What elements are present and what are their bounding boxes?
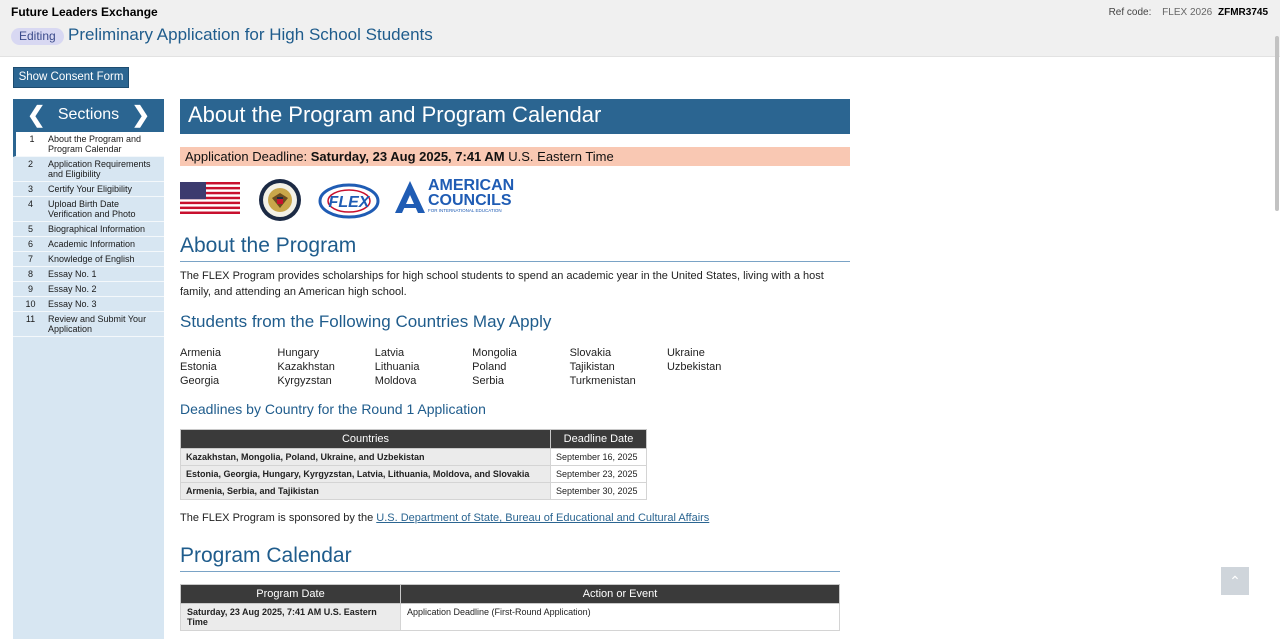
deadline-date-cell: September 30, 2025 bbox=[551, 483, 647, 500]
sidebar-section-item[interactable] bbox=[13, 297, 164, 312]
countries-heading: Students from the Following Countries May Apply bbox=[180, 312, 552, 331]
country-name: Kazakhstan bbox=[277, 361, 335, 373]
page-scrollbar[interactable] bbox=[1275, 36, 1279, 211]
country-name: Mongolia bbox=[472, 347, 517, 359]
countries-grid bbox=[180, 346, 850, 388]
country-name: Serbia bbox=[472, 375, 504, 387]
country-name: Estonia bbox=[180, 361, 217, 373]
country-column bbox=[570, 346, 667, 388]
sidebar-section-item[interactable] bbox=[13, 157, 164, 182]
country-name: Tajikistan bbox=[569, 361, 615, 373]
country-column bbox=[180, 346, 277, 388]
section-number: 11 bbox=[25, 314, 36, 324]
country-name: Georgia bbox=[180, 375, 220, 387]
section-list bbox=[13, 132, 164, 337]
page-title: About the Program and Program Calendar bbox=[180, 99, 850, 134]
sidebar-section-item[interactable] bbox=[13, 237, 164, 252]
calendar-heading: Program Calendar bbox=[180, 544, 840, 572]
section-number: 10 bbox=[25, 299, 36, 309]
country-name: Hungary bbox=[277, 347, 319, 359]
section-label: Certify Your Eligibility bbox=[48, 184, 133, 194]
deadline-bar bbox=[180, 147, 850, 166]
country-name: Slovakia bbox=[569, 347, 612, 359]
deadline-countries-cell: Armenia, Serbia, and Tajikistan bbox=[181, 483, 551, 500]
section-number: 8 bbox=[27, 269, 33, 279]
sidebar-section-item[interactable] bbox=[13, 312, 164, 337]
svg-text:FLEX: FLEX bbox=[328, 194, 370, 211]
calendar-event-cell: Application Deadline (First-Round Application) bbox=[401, 604, 840, 631]
column-header-deadline: Deadline Date bbox=[551, 430, 647, 449]
section-label: Essay No. 2 bbox=[48, 284, 97, 294]
sponsor-text bbox=[180, 512, 850, 524]
country-name: Latvia bbox=[374, 347, 405, 359]
section-number: 2 bbox=[27, 159, 33, 169]
calendar-table bbox=[180, 584, 840, 631]
deadline-date-cell: September 16, 2025 bbox=[551, 449, 647, 466]
country-name: Armenia bbox=[180, 347, 221, 359]
sidebar-section-item[interactable] bbox=[13, 267, 164, 282]
section-label: Biographical Information bbox=[48, 224, 146, 234]
section-label: Essay No. 1 bbox=[48, 269, 97, 279]
column-header-event: Action or Event bbox=[401, 585, 840, 604]
column-header-countries: Countries bbox=[181, 430, 551, 449]
partner-logos bbox=[180, 177, 850, 226]
sidebar-section-item[interactable] bbox=[13, 282, 164, 297]
sidebar-section-item[interactable] bbox=[13, 222, 164, 237]
deadline-timezone: U.S. Eastern Time bbox=[508, 149, 614, 164]
scroll-to-top-button[interactable] bbox=[1221, 567, 1249, 595]
section-number: 5 bbox=[27, 224, 33, 234]
sections-sidebar bbox=[13, 99, 164, 639]
sidebar-section-item[interactable] bbox=[13, 197, 164, 222]
country-column bbox=[375, 346, 472, 388]
country-name: Ukraine bbox=[666, 347, 705, 359]
chevron-up-icon: ⌃ bbox=[1229, 573, 1241, 589]
section-number: 3 bbox=[27, 184, 33, 194]
deadline-label: Application Deadline: bbox=[185, 149, 308, 164]
calendar-date-cell: Saturday, 23 Aug 2025, 7:41 AM U.S. Eastern Time bbox=[181, 604, 401, 631]
ref-code bbox=[1109, 7, 1268, 18]
country-name: Turkmenistan bbox=[569, 375, 636, 387]
section-number: 1 bbox=[29, 134, 35, 144]
ref-code-value: ZFMR3745 bbox=[1217, 7, 1268, 18]
ac-line-1: AMERICAN bbox=[428, 177, 515, 194]
section-label: Knowledge of English bbox=[48, 254, 135, 264]
section-number: 9 bbox=[27, 284, 33, 294]
ref-code-program: FLEX 2026 bbox=[1162, 7, 1213, 18]
section-label: Upload Birth Date Verification and Photo bbox=[48, 199, 136, 219]
show-consent-form-button[interactable]: Show Consent Form bbox=[13, 67, 129, 88]
main-content bbox=[180, 99, 850, 631]
column-header-program-date: Program Date bbox=[181, 585, 401, 604]
state-department-seal-icon bbox=[258, 178, 302, 222]
country-name: Moldova bbox=[374, 375, 417, 387]
status-badge: Editing bbox=[11, 28, 64, 45]
table-row bbox=[181, 466, 647, 483]
sponsor-link[interactable]: U.S. Department of State, Bureau of Educational and Cultural Affairs bbox=[376, 512, 710, 524]
deadline-value: Saturday, 23 Aug 2025, 7:41 AM bbox=[310, 149, 505, 164]
section-label: About the Program and Program Calendar bbox=[48, 134, 142, 154]
american-councils-wordmark bbox=[428, 178, 514, 214]
about-text: The FLEX Program provides scholarships for high school students to spend an academic year in the United States, living with a host family, and attending an American high school. bbox=[180, 270, 824, 298]
chevron-right-icon[interactable]: ❯ bbox=[131, 102, 150, 127]
table-row bbox=[181, 449, 647, 466]
deadline-countries-cell: Estonia, Georgia, Hungary, Kyrgyzstan, Latvia, Lithuania, Moldova, and Slovakia bbox=[181, 466, 551, 483]
country-name: Uzbekistan bbox=[666, 361, 722, 373]
section-label: Application Requirements and Eligibility bbox=[48, 159, 151, 179]
sidebar-section-item[interactable] bbox=[13, 252, 164, 267]
sidebar-header bbox=[13, 99, 164, 132]
deadline-countries-cell: Kazakhstan, Mongolia, Poland, Ukraine, and Uzbekistan bbox=[181, 449, 551, 466]
section-number: 4 bbox=[27, 199, 33, 209]
country-name: Poland bbox=[472, 361, 507, 373]
sidebar-section-item[interactable] bbox=[13, 182, 164, 197]
sidebar-title: Sections bbox=[57, 106, 120, 123]
country-name: Lithuania bbox=[374, 361, 420, 373]
section-label: Academic Information bbox=[48, 239, 136, 249]
section-number: 6 bbox=[27, 239, 33, 249]
deadline-date-cell: September 23, 2025 bbox=[551, 466, 647, 483]
flex-logo-icon bbox=[318, 182, 380, 220]
deadlines-heading: Deadlines by Country for the Round 1 Application bbox=[180, 401, 486, 417]
deadlines-table bbox=[180, 429, 647, 500]
section-number: 7 bbox=[27, 254, 33, 264]
top-header bbox=[0, 0, 1280, 57]
sidebar-section-item[interactable] bbox=[13, 132, 164, 157]
country-name: Kyrgyzstan bbox=[277, 375, 332, 387]
ref-code-label: Ref code: bbox=[1108, 7, 1152, 18]
ac-line-3: FOR INTERNATIONAL EDUCATION bbox=[428, 208, 502, 213]
section-label: Review and Submit Your Application bbox=[48, 314, 147, 334]
table-row bbox=[181, 604, 840, 631]
country-column bbox=[472, 346, 569, 388]
chevron-left-icon[interactable]: ❮ bbox=[27, 102, 46, 127]
country-column bbox=[277, 346, 374, 388]
country-column bbox=[667, 346, 764, 388]
app-title: Preliminary Application for High School Students bbox=[68, 25, 433, 44]
ac-line-2: COUNCILS bbox=[428, 192, 512, 209]
us-flag-icon bbox=[180, 182, 240, 214]
sponsor-prefix: The FLEX Program is sponsored by the bbox=[180, 512, 377, 524]
about-heading: About the Program bbox=[180, 234, 850, 262]
org-name: Future Leaders Exchange bbox=[11, 5, 158, 19]
section-label: Essay No. 3 bbox=[48, 299, 97, 309]
table-row bbox=[181, 483, 647, 500]
